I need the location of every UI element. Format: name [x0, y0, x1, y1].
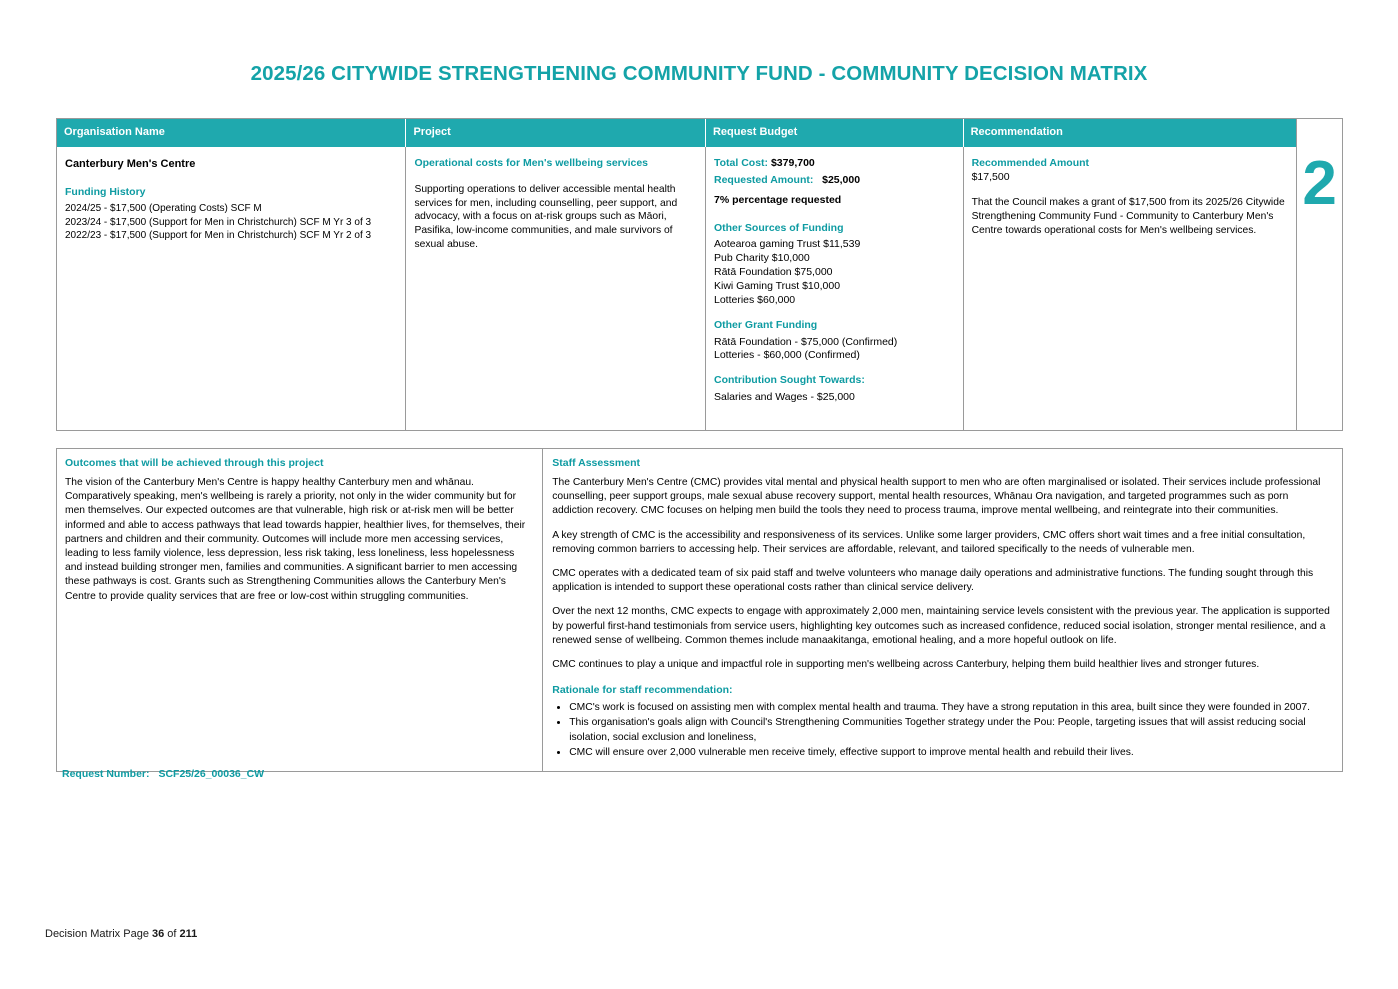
- footer-prefix: Decision Matrix Page: [45, 928, 152, 940]
- rationale-bullet: • CMC will ensure over 2,000 vulnerable men receive timely, effective support to improve mental health and rebuild their lives.: [569, 746, 1330, 760]
- other-source-item: Rātā Foundation $75,000: [713, 266, 833, 279]
- request-number-label: Request Number:: [62, 768, 150, 780]
- other-grant-item: Rātā Foundation - $75,000 (Confirmed): [713, 335, 898, 348]
- staff-assessment-paragraph: CMC operates with a dedicated team of six paid staff and twelve volunteers who manage daily operations and administrative functions. The funding sought through this application is intended to support these operational costs rather than clinical service delivery.: [552, 568, 1314, 594]
- outcomes-heading: Outcomes that will be achieved through this project: [65, 457, 324, 469]
- header-project: Project: [406, 119, 706, 147]
- decision-matrix-table: [56, 118, 1343, 431]
- header-request-budget: Request Budget: [706, 119, 964, 147]
- requested-amount-row: [714, 174, 954, 188]
- requested-amount-label: Requested Amount:: [713, 173, 814, 186]
- page-footer: [45, 928, 197, 940]
- other-source-item: Aotearoa gaming Trust $11,539: [713, 238, 861, 251]
- staff-assessment-paragraph: CMC continues to play a unique and impactful role in supporting men's wellbeing across Canterbury, helping them build healthier lives and stronger futures.: [552, 659, 1260, 671]
- total-cost-value: $379,700: [770, 157, 815, 169]
- recommended-amount-value: $17,500: [971, 170, 1010, 183]
- rationale-heading: Rationale for staff recommendation:: [552, 684, 733, 697]
- funding-history-item: 2022/23 - $17,500 (Support for Men in Christchurch) SCF M Yr 2 of 3: [65, 230, 372, 242]
- footer-page-number: 36: [152, 928, 165, 940]
- rationale-bullet: • This organisation's goals align with Council's Strengthening Communities Together strategy under the Pou: People, targeting issues that will assist reducing social isolation, social exclusion and loneliness,: [569, 716, 1330, 744]
- funding-history-item: 2023/24 - $17,500 (Support for Men in Christchurch) SCF M Yr 3 of 3: [65, 216, 372, 228]
- request-number: [62, 768, 264, 780]
- footer-total-pages: 211: [179, 928, 198, 940]
- contribution-sought-heading: Contribution Sought Towards:: [713, 374, 865, 387]
- header-recommendation: Recommendation: [964, 119, 1297, 147]
- other-source-item: Kiwi Gaming Trust $10,000: [713, 280, 841, 293]
- header-organisation-name: Organisation Name: [57, 119, 406, 147]
- assessment-section: [56, 448, 1343, 772]
- cell-recommendation: [964, 147, 1297, 430]
- recommendation-text: That the Council makes a grant of $17,500 from its 2025/26 Citywide Strengthening Community Fund - Community to Canterbury Men's Centre towards operational costs for Men's wellbeing services.: [971, 196, 1285, 236]
- other-grant-item: Lotteries - $60,000 (Confirmed): [713, 349, 860, 362]
- rationale-bullet: • CMC's work is focused on assisting men with complex mental health and trauma. They have a strong reputation in this area, built since they were founded in 2007.: [569, 701, 1330, 715]
- other-source-item: Lotteries $60,000: [713, 293, 796, 306]
- project-title: Operational costs for Men's wellbeing services: [414, 157, 649, 169]
- cell-item-number: [1297, 147, 1342, 430]
- other-source-item: Pub Charity $10,000: [713, 252, 810, 265]
- funding-history-item: 2024/25 - $17,500 (Operating Costs) SCF M: [65, 203, 262, 215]
- request-number-value: SCF25/26_00036_CW: [158, 768, 265, 780]
- funding-history-heading: Funding History: [65, 185, 146, 198]
- project-description: Supporting operations to deliver accessible mental health services for men, including counselling, peer support, and advocacy, with a focus on at-risk groups such as Māori, Pasifika, low-income communities, and male survivors of sexual abuse.: [414, 183, 678, 251]
- staff-assessment-paragraph: The Canterbury Men's Centre (CMC) provides vital mental and physical health support to men who are often marginalised or isolated. Their services include professional counselling, peer support groups, male sexual abuse recovery support, mental health resources, Whānau Ora navigation, and targeted programmes such as porn addiction recovery. CMC focuses on helping men build the tools they need to process trauma, improve mental wellbeing, and reintegrate into their communities.: [552, 477, 1321, 517]
- item-number: 2: [1302, 149, 1337, 218]
- staff-assessment-heading: Staff Assessment: [552, 457, 640, 469]
- total-cost-label: Total Cost:: [713, 157, 769, 169]
- percentage-requested: 7% percentage requested: [713, 193, 842, 206]
- staff-assessment-paragraph: Over the next 12 months, CMC expects to engage with approximately 2,000 men, maintaining service levels consistent with the previous year. The application is supported by powerful first-hand testimonials from service users, highlighting key outcomes such as increased confidence, reduced social isolation, stronger mental resilience, and a renewed sense of wellbeing. Common themes include manaakitanga, emotional healing, and a more hopeful outlook on life.: [552, 606, 1330, 646]
- total-cost-row: [714, 157, 954, 171]
- outcomes-text: The vision of the Canterbury Men's Centre is happy healthy Canterbury men and whānau. Comparatively speaking, men's wellbeing is rarely a priority, not only in the wider community but for men themselves. Our expected outcomes are that vulnerable, high risk or at-risk men will be better informed and able to access pathways that lead towards happier, healthier lives, for themselves, their partners and children and their community. Outcomes will include more men accessing services, leading to less family violence, less depression, less risk taking, less loneliness, less hopelessness and instead building stronger men, families and communities. A significant barrier to men accessing these pathways is cost. Grants such as Strengthening Communities allows the Canterbury Men's Centre to provide quality services that are free or low-cost within struggling communities.: [65, 477, 526, 602]
- recommended-amount-label: Recommended Amount: [971, 157, 1090, 169]
- cell-request-budget: [706, 147, 964, 430]
- requested-amount-value: $25,000: [822, 173, 861, 186]
- organisation-name: Canterbury Men's Centre: [65, 158, 196, 170]
- staff-assessment-panel: [543, 449, 1342, 771]
- header-item-number: [1297, 119, 1342, 147]
- other-grant-funding-heading: Other Grant Funding: [713, 318, 818, 331]
- rationale-bullet-list: [552, 701, 1330, 760]
- staff-assessment-paragraph: A key strength of CMC is the accessibility and responsiveness of its services. Unlike some larger providers, CMC offers short wait times and a free initial consultation, removing common barriers to accessing help. Their services are affordable, relevant, and tailored specifically to the needs of vulnerable men.: [552, 529, 1306, 555]
- footer-mid: of: [164, 928, 180, 940]
- matrix-header-row: [57, 119, 1342, 147]
- matrix-body-row: [57, 147, 1342, 430]
- contribution-item: Salaries and Wages - $25,000: [713, 391, 855, 404]
- page-title: 2025/26 CITYWIDE STRENGTHENING COMMUNITY FUND - COMMUNITY DECISION MATRIX: [250, 62, 1148, 85]
- cell-project: [406, 147, 706, 430]
- outcomes-panel: [57, 449, 543, 771]
- other-sources-heading: Other Sources of Funding: [713, 221, 844, 234]
- cell-organisation: [57, 147, 406, 430]
